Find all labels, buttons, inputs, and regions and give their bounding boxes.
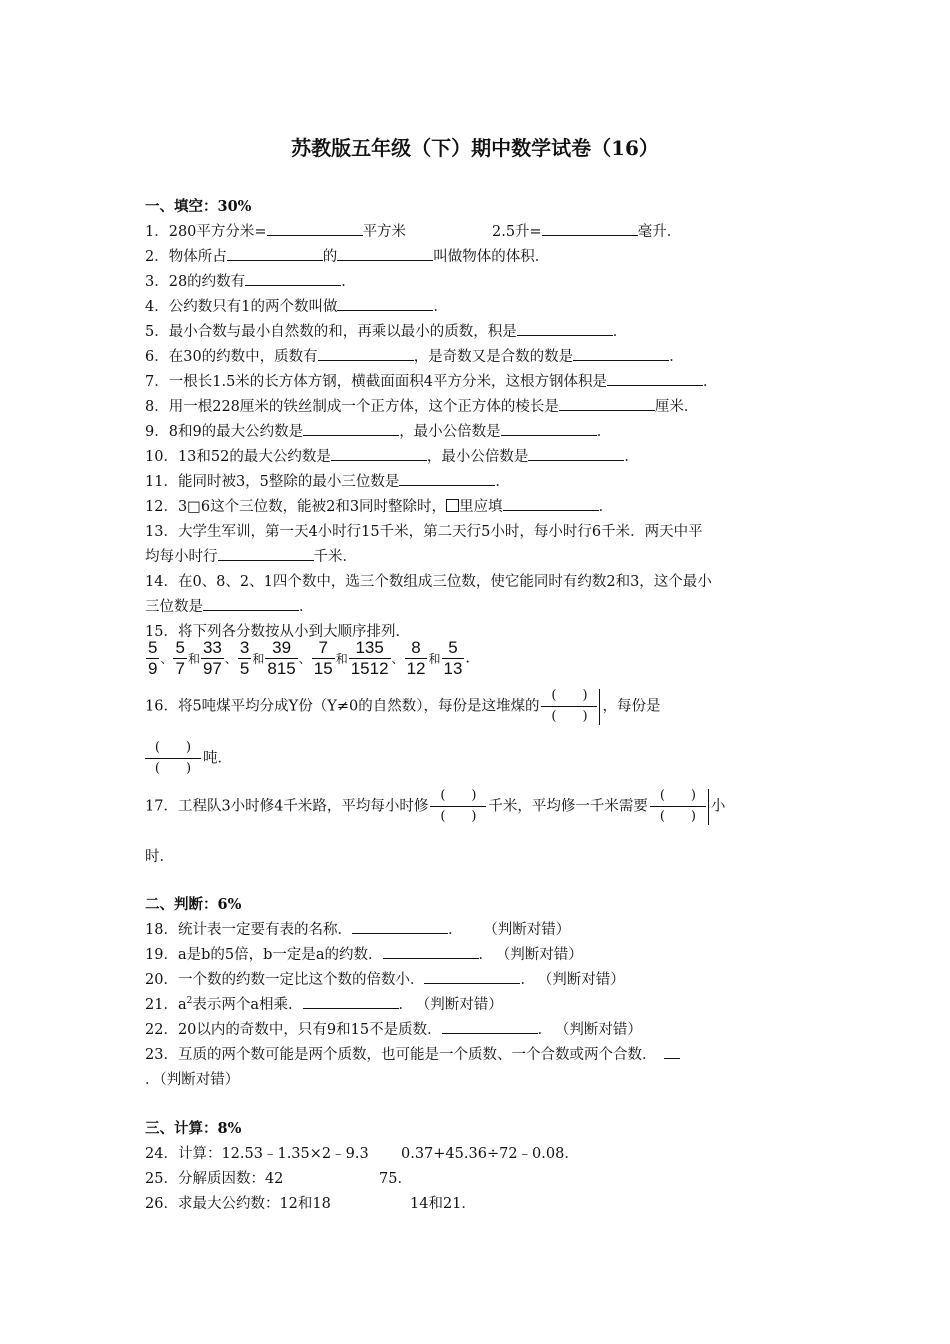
page-title: 苏教版五年级（下）期中数学试卷（16） xyxy=(291,136,659,160)
question-20: 20．一个数的约数一定比这个数的倍数小． ． （判断对错） xyxy=(145,968,625,989)
answer-blank[interactable] xyxy=(303,994,399,1009)
answer-blank[interactable] xyxy=(383,944,479,959)
answer-blank[interactable] xyxy=(517,321,613,336)
question-7: 7．一根长1.5米的长方体方钢，横截面面积4平方分米，这根方钢体积是 ． xyxy=(145,370,718,391)
question-12: 12．3□6这个三位数，能被2和3同时整除时， 里应填 ． xyxy=(145,495,613,516)
question-10: 10．13和52的最大公约数是 ，最小公倍数是 ． xyxy=(145,445,639,466)
answer-blank[interactable] xyxy=(267,221,363,236)
answer-blank[interactable] xyxy=(218,546,314,561)
answer-blank[interactable] xyxy=(352,919,448,934)
section-calc-heading: 三、计算：8% xyxy=(145,1120,242,1137)
answer-blank[interactable] xyxy=(331,446,427,461)
question-25b: 75． xyxy=(379,1171,412,1187)
paren-fraction[interactable]: ( ) ( ) xyxy=(541,686,597,727)
question-16-cont: ( ) ( ) 吨． xyxy=(145,738,232,779)
answer-blank[interactable] xyxy=(501,421,597,436)
question-4: 4．公约数只有1的两个数叫做 ． xyxy=(145,295,448,316)
question-5: 5．最小合数与最小自然数的和，再乘以最小的质数，积是 ． xyxy=(145,320,627,341)
question-2: 2．物体所占 的 叫做物体的体积． xyxy=(145,245,549,266)
question-25: 25．分解质因数：42 xyxy=(145,1171,284,1187)
answer-blank[interactable] xyxy=(318,346,414,361)
section-fill-heading: 一、填空：30% xyxy=(145,198,252,215)
question-16: 16．将5吨煤平均分成Y份（Y≠0的自然数），每份是这堆煤的 ( ) ( ) ，每份是 xyxy=(145,686,660,727)
question-24b: 0.37+45.36÷72﹣0.08． xyxy=(401,1146,579,1162)
answer-blank[interactable] xyxy=(503,496,599,511)
fraction: $\frac{39}{815}$ xyxy=(267,638,296,678)
question-1b: 2.5升= 毫升． xyxy=(492,220,681,241)
answer-blank[interactable] xyxy=(559,396,655,411)
paren-fraction[interactable]: ( ) ( ) xyxy=(650,786,706,827)
answer-blank[interactable] xyxy=(607,371,703,386)
answer-blank[interactable] xyxy=(337,296,433,311)
answer-blank[interactable] xyxy=(337,246,433,261)
section-judge-heading: 二、判断：6% xyxy=(145,896,242,913)
question-6: 6．在30的约数中，质数有 ，是奇数又是合数的数是 ． xyxy=(145,345,684,366)
fraction: $\frac{7}{15}$ xyxy=(313,638,333,678)
question-1: 1．280平方分米= 平方米 xyxy=(145,220,406,241)
fraction: $\frac{33}{97}$ xyxy=(202,638,222,678)
question-13: 13．大学生军训，第一天4小时行15千米，第二天行5小时，每小时行6千米．两天中平 xyxy=(145,524,703,540)
question-26: 26．求最大公约数：12和18 xyxy=(145,1196,331,1212)
answer-blank[interactable] xyxy=(227,246,323,261)
question-24: 24．计算：12.53﹣1.35×2﹣9.3 xyxy=(145,1146,369,1162)
answer-blank[interactable] xyxy=(245,271,341,286)
question-22: 22．20以内的奇数中，只有9和15不是质数． ． （判断对错） xyxy=(145,1018,642,1039)
question-17-cont: 时． xyxy=(145,849,174,865)
fraction: $\frac{135}{1512}$ xyxy=(350,638,389,678)
question-3: 3．28的约数有 ． xyxy=(145,270,356,291)
question-26b: 14和21． xyxy=(410,1196,476,1212)
answer-blank[interactable] xyxy=(442,1019,538,1034)
answer-blank[interactable] xyxy=(528,446,624,461)
answer-blank[interactable] xyxy=(664,1044,680,1059)
answer-blank[interactable] xyxy=(399,471,495,486)
paren-fraction[interactable]: ( ) ( ) xyxy=(430,786,486,827)
question-18: 18．统计表一定要有表的名称． ． （判断对错） xyxy=(145,918,570,939)
answer-blank[interactable] xyxy=(203,596,299,611)
fraction-list: $\frac{5}{9}$ 、 $\frac{5}{7}$ 和 $\frac{33}{97}$ 、 $\frac{3}{5}$ 和 $\frac{39}{815}$ 、 $\frac{7}{15}$ 和 $\frac{135}{1512}$ 、 $\frac{8}{12}$ 和 $\frac{5}{13}$ . xyxy=(148,638,471,678)
fraction: $\frac{5}{7}$ xyxy=(175,638,185,678)
question-9: 9．8和9的最大公约数是 ，最小公倍数是 ． xyxy=(145,420,611,441)
question-23: 23．互质的两个数可能是两个质数，也可能是一个质数、一个合数或两个合数． xyxy=(145,1043,680,1064)
paren-fraction[interactable]: ( ) ( ) xyxy=(145,738,201,779)
square-icon xyxy=(446,499,459,512)
question-21: 21．$a^2$表示两个a相乘． ． （判断对错） xyxy=(145,993,503,1014)
answer-blank[interactable] xyxy=(573,346,669,361)
question-11: 11．能同时被3，5整除的最小三位数是 ． xyxy=(145,470,510,491)
answer-blank[interactable] xyxy=(542,221,638,236)
question-14-cont: 三位数是 ． xyxy=(145,595,314,616)
question-8: 8．用一根228厘米的铁丝制成一个正方体，这个正方体的棱长是 厘米． xyxy=(145,395,698,416)
question-15: 15．将下列各分数按从小到大顺序排列． xyxy=(145,624,410,640)
question-19: 19．a是b的5倍，b一定是a的约数． ． （判断对错） xyxy=(145,943,583,964)
answer-blank[interactable] xyxy=(424,969,520,984)
question-14: 14．在0、8、2、1四个数中，选三个数组成三位数，使它能同时有约数2和3，这个最小 xyxy=(145,574,712,590)
fraction: $\frac{8}{12}$ xyxy=(406,638,426,678)
fraction: $\frac{3}{5}$ xyxy=(239,638,250,678)
question-17: 17．工程队3小时修4千米路，平均每小时修 ( ) ( ) 千米，平均修一千米需要 ( ) ( ) 小 xyxy=(145,786,725,827)
fraction: $\frac{5}{13}$ xyxy=(443,638,463,678)
question-23-cont: ．（判断对错） xyxy=(145,1072,240,1088)
answer-blank[interactable] xyxy=(303,421,399,436)
question-13-cont: 均每小时行 千米． xyxy=(145,545,357,566)
fraction: $\frac{5}{9}$ xyxy=(148,638,158,678)
